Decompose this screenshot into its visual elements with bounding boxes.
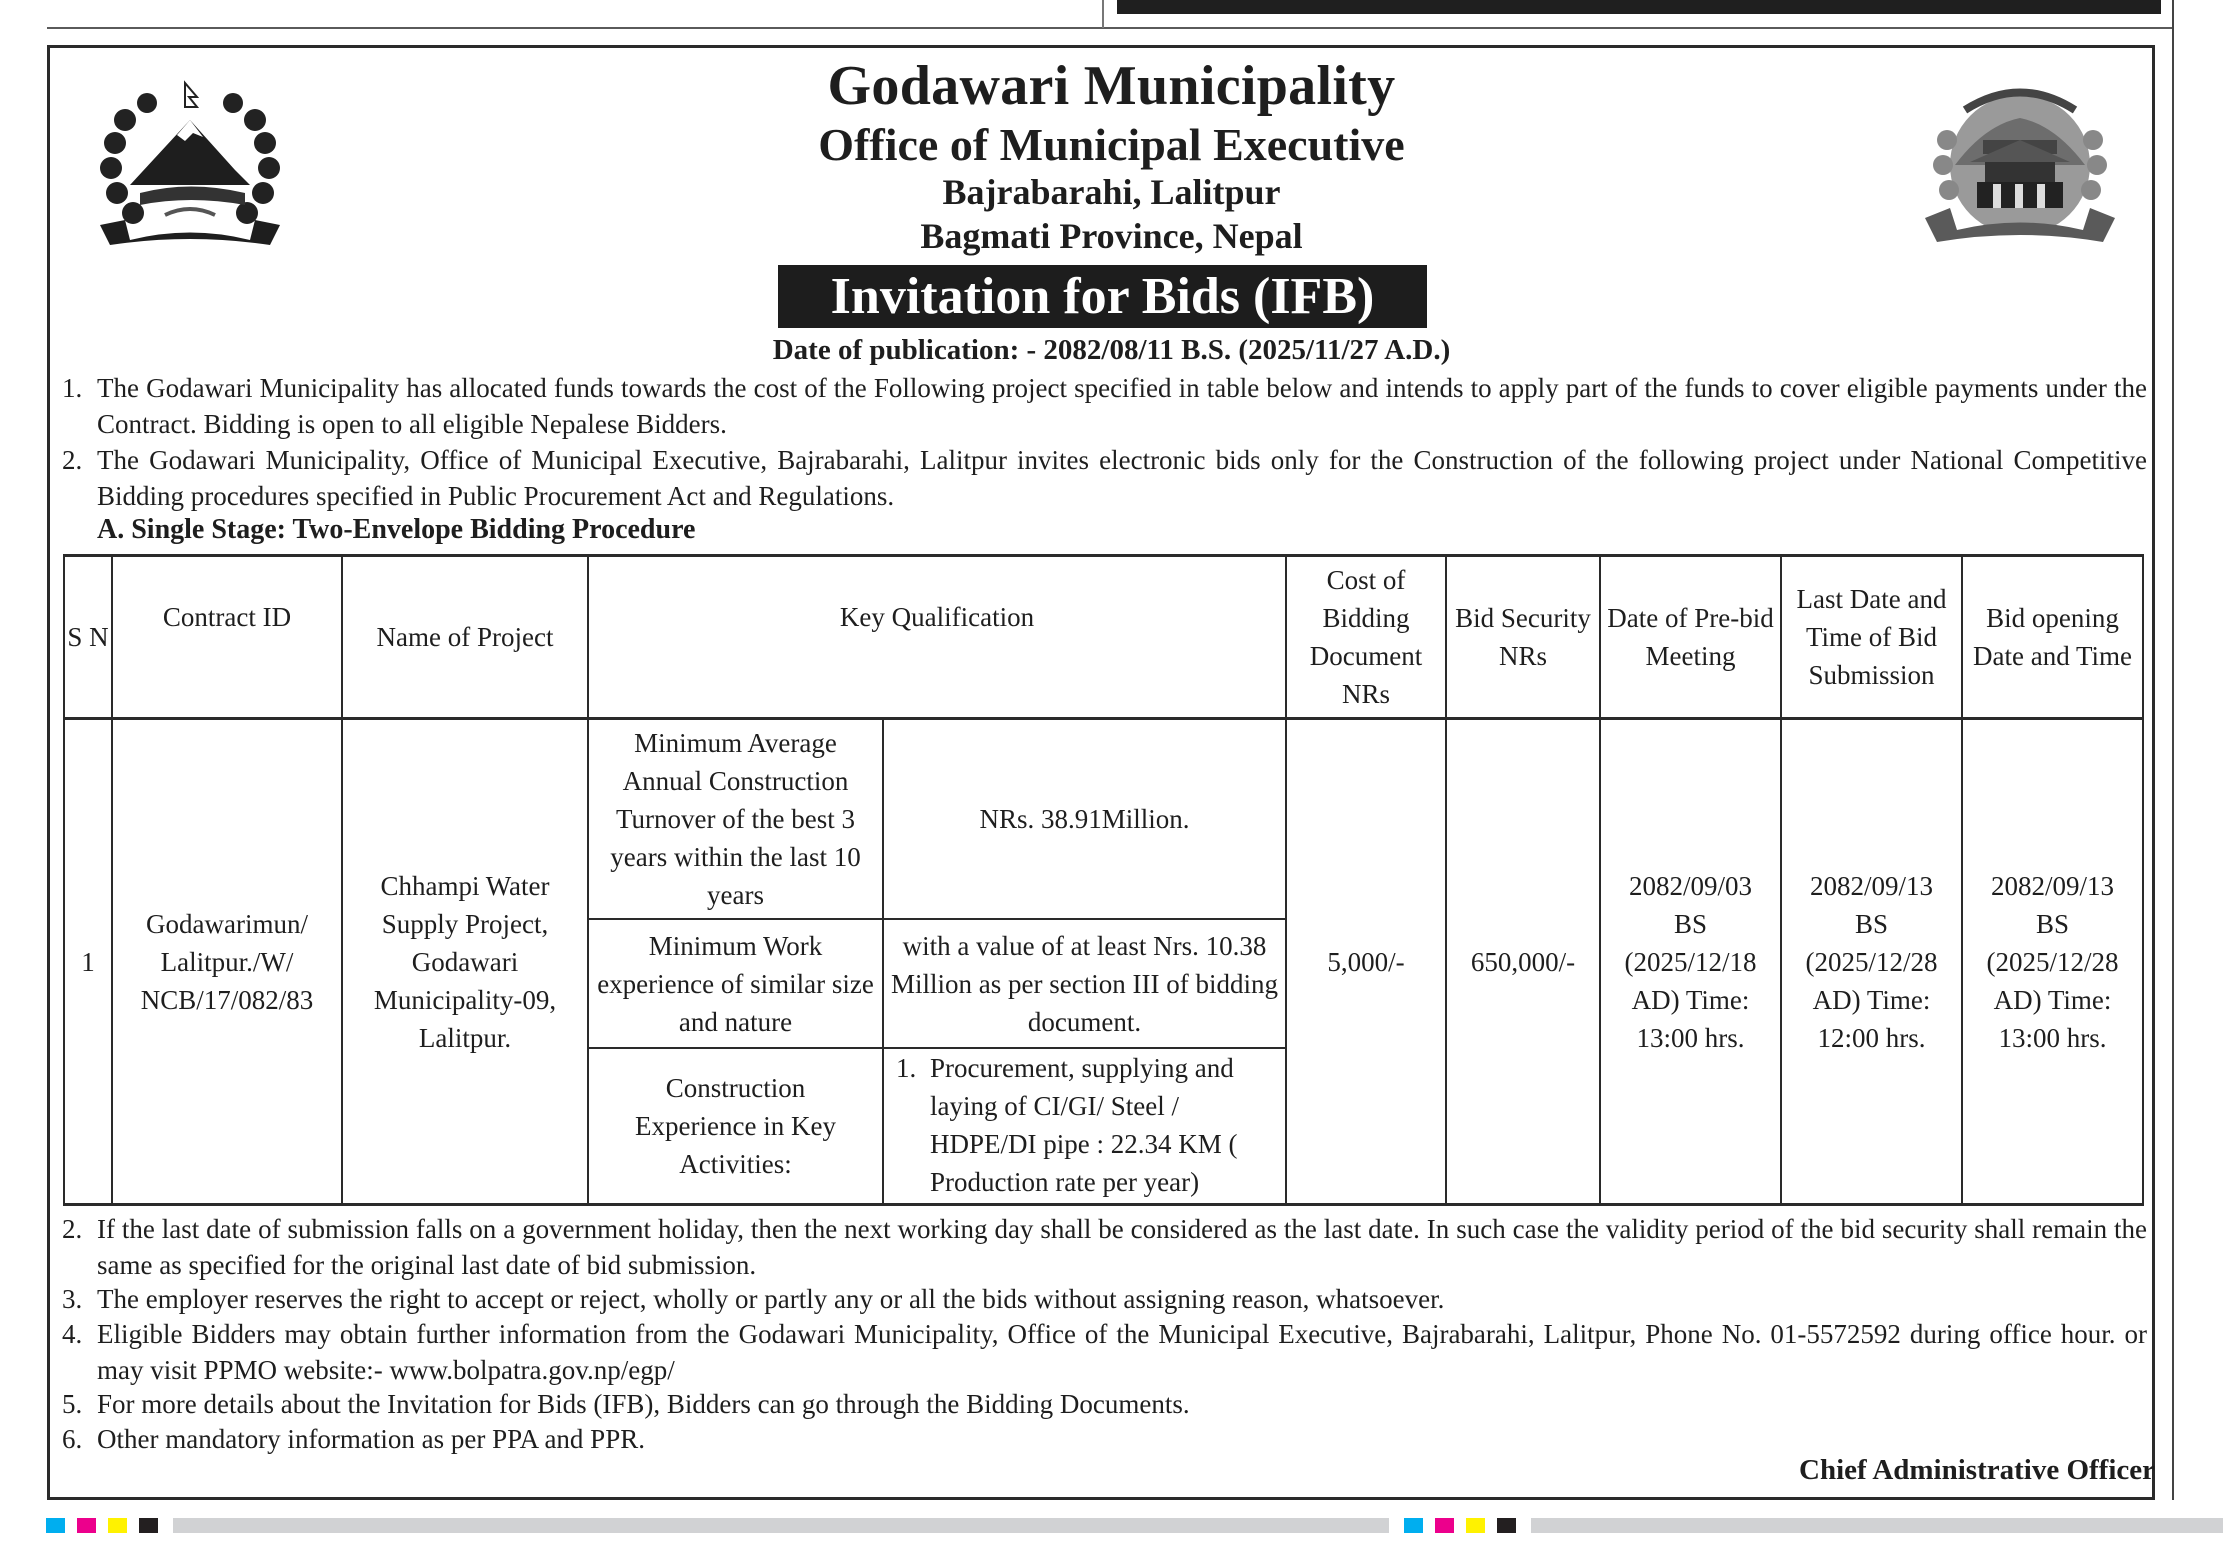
- note-number: 3.: [62, 1284, 83, 1314]
- address-line-2: Bagmati Province, Nepal: [920, 216, 1303, 256]
- registration-mark-yellow: [1466, 1518, 1485, 1533]
- cell-qualification-requirement: [884, 1049, 1285, 1203]
- note-6: [62, 1421, 2147, 1457]
- cell-qualification-criterion: Minimum Work experience of similar size and nature: [597, 930, 874, 1037]
- top-rule: [47, 27, 2172, 29]
- cell-prebid-meeting: 2082/09/03 BS (2025/12/18 AD) Time: 13:00 hrs.: [1624, 870, 1757, 1053]
- notice-title: Invitation for Bids (IFB): [778, 265, 1427, 328]
- registration-mark-cyan: [46, 1518, 65, 1533]
- header-sn: S N: [67, 622, 109, 652]
- note-4: [62, 1316, 2147, 1388]
- cell-qualification-criterion: Construction Experience in Key Activities:: [635, 1073, 836, 1179]
- note-number: 2.: [62, 1214, 83, 1244]
- intro-paragraph-2: [62, 442, 2147, 514]
- note-text: Eligible Bidders may obtain further information from the Godawari Municipality, Office of the Municipal Executive, Bajrabarahi, Lalitpur, Phone No. 01-5572592 during office hour. or may visit PPMO website:- www.bolpatra.gov.np/egp/: [97, 1319, 2147, 1385]
- header-prebid-meeting: Date of Pre-bid Meeting: [1607, 603, 1774, 671]
- cell-qualification-criterion: Minimum Average Annual Construction Turnover of the best 3 years within the last 10 years: [610, 728, 861, 910]
- note-3: [62, 1281, 2147, 1317]
- cell-bid-opening: 2082/09/13 BS (2025/12/28 AD) Time: 13:00 hrs.: [1986, 870, 2119, 1053]
- registration-bar: [173, 1518, 1389, 1533]
- cell-qualification-requirement: with a value of at least Nrs. 10.38 Million as per section III of bidding document.: [891, 930, 1278, 1037]
- cell-qualification-requirement: NRs. 38.91Million.: [979, 804, 1190, 834]
- paragraph-number: 2.: [62, 445, 83, 475]
- note-number: 4.: [62, 1319, 83, 1349]
- header-bid-opening: Bid opening Date and Time: [1973, 603, 2132, 671]
- office-name: Office of Municipal Executive: [818, 119, 1405, 170]
- bid-table: [63, 554, 2144, 1206]
- registration-mark-black: [1497, 1518, 1516, 1533]
- registration-mark-magenta: [77, 1518, 96, 1533]
- note-number: 6.: [62, 1424, 83, 1454]
- note-5: [62, 1386, 2147, 1422]
- note-2: [62, 1211, 2147, 1283]
- header-project-name: Name of Project: [376, 622, 554, 652]
- section-heading: A. Single Stage: Two-Envelope Bidding Procedure: [97, 514, 696, 545]
- signature-title: Chief Administrative Officer: [1799, 1454, 2155, 1486]
- header-key-qualification: Key Qualification: [839, 602, 1035, 632]
- registration-bar: [1531, 1518, 2223, 1533]
- note-number: 5.: [62, 1389, 83, 1419]
- registration-mark-magenta: [1435, 1518, 1454, 1533]
- org-name: Godawari Municipality: [827, 55, 1396, 117]
- note-text: If the last date of submission falls on a government holiday, then the next working day shall be considered as the last date. In such case the validity period of the bid security shall remain the same as specified for the original last date of bid submission.: [97, 1214, 2147, 1280]
- table-border: [2142, 554, 2144, 1206]
- note-text: The employer reserves the right to accept or reject, wholly or partly any or all the bids without assigning reason, whatsoever.: [97, 1284, 1445, 1314]
- paragraph-number: 1.: [62, 373, 83, 403]
- cell-project-name: Chhampi Water Supply Project, Godawari Municipality-09, Lalitpur.: [373, 870, 557, 1053]
- cell-last-submission: 2082/09/13 BS (2025/12/28 AD) Time: 12:00 hrs.: [1805, 870, 1938, 1053]
- publication-date: Date of publication: - 2082/08/11 B.S. (2025/11/27 A.D.): [772, 334, 1451, 366]
- header-contract-id: Contract ID: [162, 602, 292, 632]
- paragraph-text: The Godawari Municipality, Office of Municipal Executive, Bajrabarahi, Lalitpur invites electronic bids only for the Construction of the following project under National Competitive Bidding procedures specified in Public Procurement Act and Regulations.: [97, 445, 2147, 511]
- header-last-submission: Last Date and Time of Bid Submission: [1796, 584, 1947, 690]
- cell-sn: 1: [81, 946, 95, 977]
- top-black-bar: [1117, 0, 2161, 14]
- cell-bid-security: 650,000/-: [1470, 946, 1576, 977]
- registration-mark-cyan: [1404, 1518, 1423, 1533]
- list-number: 1.: [896, 1053, 917, 1083]
- address-line-1: Bajrabarahi, Lalitpur: [942, 172, 1281, 212]
- registration-mark-black: [139, 1518, 158, 1533]
- intro-paragraph-1: [62, 370, 2147, 442]
- paragraph-text: The Godawari Municipality has allocated funds towards the cost of the Following project specified in table below and intends to apply part of the funds to cover eligible payments under the Contract. Bidding is open to all eligible Nepalese Bidders.: [97, 373, 2147, 439]
- header-bid-security: Bid Security NRs: [1455, 603, 1591, 671]
- header-cost-document: Cost of Bidding Document NRs: [1309, 565, 1423, 709]
- list-text: Procurement, supplying and laying of CI/GI/ Steel / HDPE/DI pipe : 22.34 KM ( Production rate per year): [930, 1053, 1238, 1197]
- note-text: Other mandatory information as per PPA and PPR.: [97, 1424, 645, 1454]
- cell-cost-document: 5,000/-: [1327, 946, 1405, 977]
- column-divider: [1102, 0, 1104, 28]
- registration-mark-yellow: [108, 1518, 127, 1533]
- note-text: For more details about the Invitation for Bids (IFB), Bidders can go through the Bidding Documents.: [97, 1389, 1190, 1419]
- cell-contract-id: Godawarimun/ Lalitpur./W/ NCB/17/082/83: [140, 908, 314, 1015]
- table-border: [63, 1203, 2144, 1206]
